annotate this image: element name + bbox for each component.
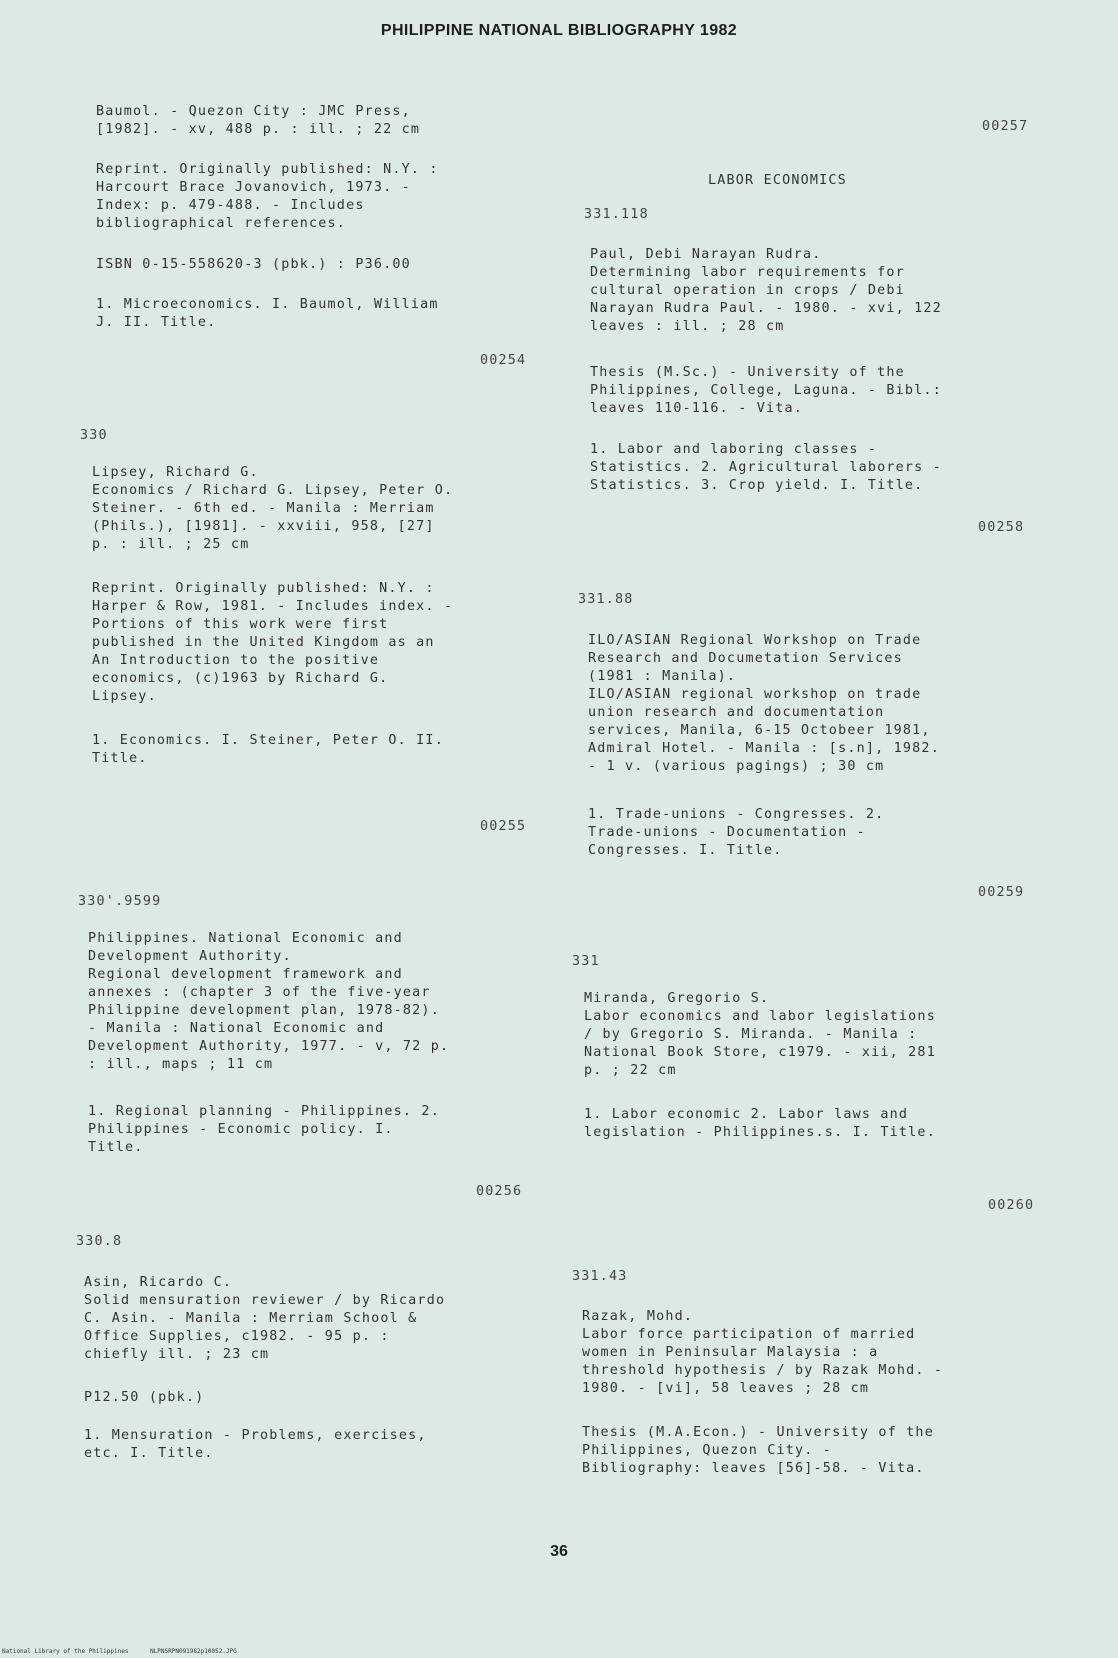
footer	[2, 1648, 255, 1655]
class-number-330-9599: 330'.9599	[78, 894, 162, 909]
paul-subjects: 1. Labor and laboring classes - Statistics. 2. Agricultural laborers - Statistics. 3. Crop yield. I. Title.	[590, 442, 942, 493]
class-number-330: 330	[80, 428, 108, 443]
entry-number-00260: 00260	[988, 1198, 1035, 1213]
entry-number-00255: 00255	[480, 819, 527, 834]
page-number: 36	[550, 1543, 568, 1560]
footer-library: National Library of the Philippines	[2, 1648, 129, 1655]
class-number-331-43: 331.43	[572, 1269, 628, 1284]
baumol-subjects: 1. Microeconomics. I. Baumol, William J. II. Title.	[96, 297, 439, 330]
baumol-imprint: Baumol. - Quezon City : JMC Press, [1982]. - xv, 488 p. : ill. ; 22 cm	[96, 104, 421, 137]
miranda-subjects: 1. Labor economic 2. Labor laws and legislation - Philippines.s. I. Title.	[584, 1107, 936, 1140]
paul-main: Paul, Debi Narayan Rudra. Determining labor requirements for cultural operation in crops / Debi Narayan Rudra Paul. - 1980. - xvi, 122 leaves : ill. ; 28 cm	[590, 247, 942, 334]
lipsey-main: Lipsey, Richard G. Economics / Richard G. Lipsey, Peter O. Steiner. - 6th ed. - Manila : Merriam (Phils.), [1981]. - xxviii, 958, [27] p. : ill. ; 25 cm	[92, 465, 454, 552]
neda-subjects: 1. Regional planning - Philippines. 2. Philippines - Economic policy. I. Title.	[88, 1104, 440, 1155]
entry-number-00256: 00256	[476, 1184, 523, 1199]
page-title: PHILIPPINE NATIONAL BIBLIOGRAPHY 1982	[380, 22, 738, 39]
asin-main: Asin, Ricardo C. Solid mensuration reviewer / by Ricardo C. Asin. - Manila : Merriam School & Office Supplies, c1982. - 95 p. : chiefly ill. ; 23 cm	[84, 1275, 446, 1362]
razak-main: Razak, Mohd. Labor force participation of married women in Peninsular Malaysia : a threshold hypothesis / by Razak Mohd. - 1980. - [vi], 58 leaves ; 28 cm	[582, 1309, 944, 1396]
class-number-330-8: 330.8	[76, 1234, 123, 1249]
footer-file: NLPNSRPN091982p10052.JPG	[150, 1648, 237, 1655]
entry-number-00258: 00258	[978, 520, 1025, 535]
baumol-isbn: ISBN 0-15-558620-3 (pbk.) : P36.00	[96, 257, 411, 272]
ilo-subjects: 1. Trade-unions - Congresses. 2. Trade-unions - Documentation - Congresses. I. Title.	[588, 807, 885, 858]
entry-number-00257: 00257	[982, 119, 1029, 134]
entry-number-00259: 00259	[978, 885, 1025, 900]
ilo-main: ILO/ASIAN Regional Workshop on Trade Research and Documetation Services (1981 : Manila). ILO/ASIAN regional workshop on trade union research and documentation services, Manila, 6-15 Octobeer 1981, Admiral Hotel. - Manila : [s.n], 1982. - 1 v. (various pagings) ; 30 cm	[588, 633, 940, 774]
class-number-331: 331	[572, 954, 600, 969]
section-heading-labor-economics: LABOR ECONOMICS	[708, 173, 847, 188]
lipsey-subjects: 1. Economics. I. Steiner, Peter O. II. Title.	[92, 733, 444, 766]
asin-price: P12.50 (pbk.)	[84, 1390, 205, 1405]
miranda-main: Miranda, Gregorio S. Labor economics and labor legislations / by Gregorio S. Miranda. - Manila : National Book Store, c1979. - xii, 281 p. ; 22 cm	[584, 991, 936, 1078]
baumol-note: Reprint. Originally published: N.Y. : Harcourt Brace Jovanovich, 1973. - Index: p. 479-488. - Includes bibliographical references.	[96, 162, 439, 231]
lipsey-note: Reprint. Originally published: N.Y. : Harper & Row, 1981. - Includes index. - Portions of this work were first published in the United Kingdom as an An Introduction to the positive economics, (c)1963 by Richard G. Lipsey.	[92, 581, 454, 704]
neda-main: Philippines. National Economic and Development Authority. Regional development framework and annexes : (chapter 3 of the five-year Philippine development plan, 1978-82). - Manila : National Economic and Development Authority, 1977. - v, 72 p. : ill., maps ; 11 cm	[88, 931, 450, 1072]
asin-subjects: 1. Mensuration - Problems, exercises, etc. I. Title.	[84, 1428, 427, 1461]
class-number-331-118: 331.118	[584, 207, 649, 222]
entry-number-00254: 00254	[480, 353, 527, 368]
paul-note: Thesis (M.Sc.) - University of the Philippines, College, Laguna. - Bibl.: leaves 110-116. - Vita.	[590, 365, 942, 416]
class-number-331-88: 331.88	[578, 592, 634, 607]
razak-note: Thesis (M.A.Econ.) - University of the Philippines, Quezon City. - Bibliography: leaves [56]-58. - Vita.	[582, 1425, 934, 1476]
